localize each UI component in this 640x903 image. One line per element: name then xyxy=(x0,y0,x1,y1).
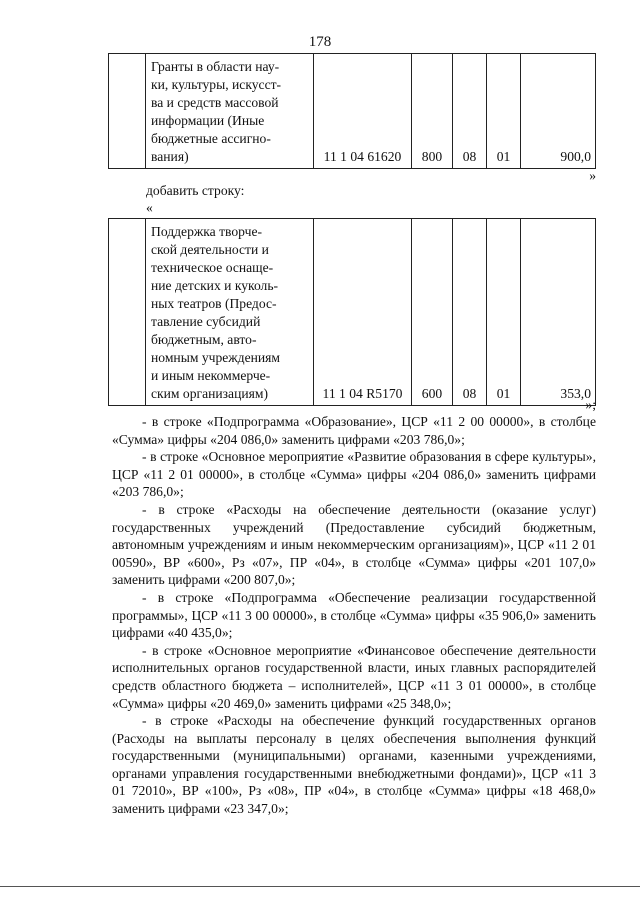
cell-vr: 600 xyxy=(412,219,453,406)
table-row xyxy=(109,219,596,406)
cell-csr: 11 1 04 61620 xyxy=(314,54,412,169)
cell-csr: 11 1 04 R5170 xyxy=(314,219,412,406)
cell-rz: 08 xyxy=(453,54,487,169)
footer-divider xyxy=(0,886,640,887)
cell-rz: 08 xyxy=(453,219,487,406)
cell-vr: 800 xyxy=(412,54,453,169)
cell-sum: 353,0 xyxy=(521,219,596,406)
page-number: 178 xyxy=(308,34,332,50)
table-cell-blank xyxy=(109,54,146,169)
paragraph: - в строке «Подпрограмма «Образование», ЦСР «11 2 00 00000», в столбце «Сумма» цифры «204 086,0» заменить цифрами «203 786,0»; xyxy=(112,414,596,447)
closing-quote: »; xyxy=(585,397,596,412)
add-row-label: добавить строку: xyxy=(146,183,245,198)
cell-pr: 01 xyxy=(487,54,521,169)
table-row xyxy=(109,54,596,169)
closing-quote: » xyxy=(589,168,596,183)
budget-table-existing xyxy=(108,53,596,169)
cell-item-name: Поддержка творче- ской деятельности и техническое оснаще- ние детских и куколь- ных театров (Предос- тавление субсидий бюджетным, авто- номным учреждениям и иным некоммерче- ским организациям) xyxy=(146,219,314,406)
paragraph: - в строке «Расходы на обеспечение функций государственных органов (Расходы на выплаты персоналу в целях обеспечения выполнения функций государственными (муниципальными) органами, казенными учреждениями, органами управления государственными внебюджетными фондами)», ЦСР «11 3 01 72010», ВР «100», Рз «08», ПР «04», в столбце «Сумма» цифры «18 468,0» заменить цифрами «23 347,0»; xyxy=(112,713,596,817)
opening-quote: « xyxy=(146,200,153,215)
paragraph: - в строке «Основное мероприятие «Развитие образования в сфере культуры», ЦСР «11 2 01 00000», в столбце «Сумма» цифры «204 086,0» заменить цифрами «203 786,0»; xyxy=(112,449,596,500)
paragraph: - в строке «Основное мероприятие «Финансовое обеспечение деятельности исполнительных органов государственной власти, иных главных распорядителей средств областного бюджета – исполнителей», ЦСР «11 3 01 00000», в столбце «Сумма» цифры «20 469,0» заменить цифрами «25 348,0»; xyxy=(112,642,596,711)
cell-item-name: Гранты в области нау- ки, культуры, искусст- ва и средств массовой информации (Иные бюджетные ассигно- вания) xyxy=(146,54,314,169)
table-cell-blank xyxy=(109,219,146,406)
paragraph: - в строке «Подпрограмма «Обеспечение реализации государственной программы», ЦСР «11 3 00 00000», в столбце «Сумма» цифры «35 906,0» заменить цифрами «40 435,0»; xyxy=(112,589,596,641)
amendment-text xyxy=(112,413,596,818)
cell-sum: 900,0 xyxy=(521,54,596,169)
cell-pr: 01 xyxy=(487,219,521,406)
budget-table-added xyxy=(108,218,596,406)
paragraph: - в строке «Расходы на обеспечение деятельности (оказание услуг) государственных учреждений (Предоставление субсидий бюджетным, автономным учреждениям и иным некоммерческим организациям)», ЦСР «11 2 01 00590», ВР «600», Рз «07», ПР «04», в столбце «Сумма» цифры «201 107,0» заменить цифрами «200 807,0»; xyxy=(112,501,596,588)
